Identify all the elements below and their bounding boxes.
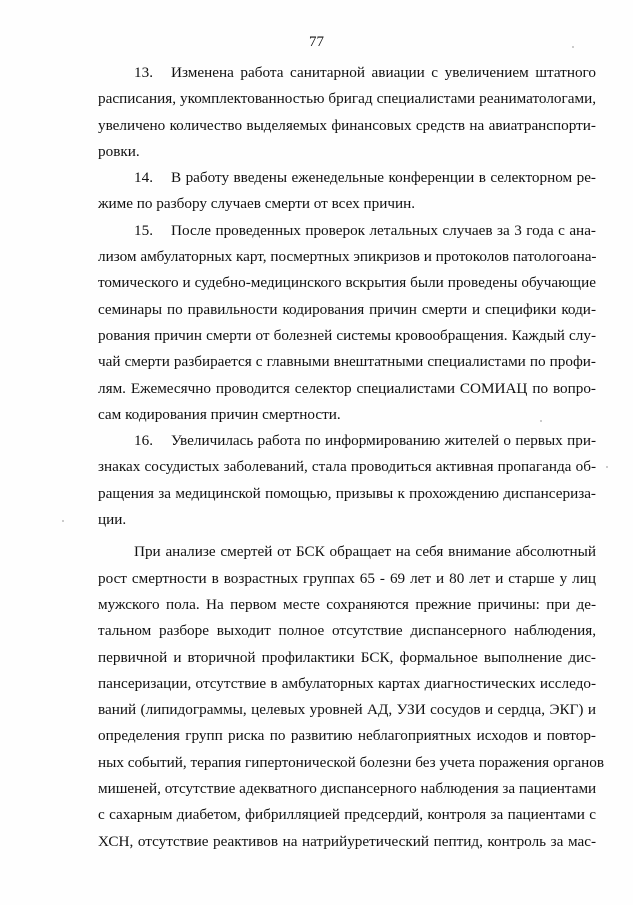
text-line: ваний (липидограммы, целевых уровней АД, УЗИ сосудов и сердца, ЭКГ) и xyxy=(98,701,596,719)
text-line: ции. xyxy=(98,511,127,529)
page-number: 77 xyxy=(309,34,324,50)
text-line: ХСН, отсутствие реактивов на натрийуретический пептид, контроль за мас- xyxy=(98,832,596,850)
item-number: 15. xyxy=(134,221,153,239)
text-line: знаках сосудистых заболеваний, стала проводиться активная пропаганда об- xyxy=(98,458,596,476)
text-line: лизом амбулаторных карт, посмертных эпикризов и протоколов патологоана- xyxy=(98,248,597,266)
scan-speck xyxy=(572,46,574,48)
item-number: 14. xyxy=(134,169,153,187)
body-text xyxy=(98,60,604,855)
text-line: расписания, укомплектованностью бригад специалистами реаниматологами, xyxy=(98,90,596,108)
paragraph-16 xyxy=(98,428,596,533)
text-line: увеличено количество выделяемых финансовых средств на авиатранспорти- xyxy=(98,116,596,134)
text-line: При анализе смертей от БСК обращает на себя внимание абсолютный xyxy=(134,543,596,561)
text-line: семинары по правильности кодирования причин смерти и специфики коди- xyxy=(98,300,596,318)
paragraph-14 xyxy=(98,165,596,218)
item-number: 16. xyxy=(134,432,153,450)
text-line: определения групп риска по развитию неблагоприятных исходов и повтор- xyxy=(98,727,596,745)
paragraph-15 xyxy=(98,218,596,428)
text-line: рования причин смерти от болезней системы кровообращения. Каждый слу- xyxy=(98,326,596,344)
scan-speck xyxy=(540,420,542,422)
scan-speck xyxy=(606,466,608,468)
text-line: первичной и вторичной профилактики БСК, формальное выполнение дис- xyxy=(98,648,596,666)
text-line: 15. После проведенных проверок летальных случаев за 3 года с ана- xyxy=(98,218,596,244)
scan-speck xyxy=(62,520,64,522)
item-number: 13. xyxy=(134,64,153,81)
text-line: томического и судебно-медицинского вскрытия были проведены обучающие xyxy=(98,274,596,292)
paragraph-13 xyxy=(98,60,596,165)
text-line: чай смерти разбирается с главными внештатными специалистами по профи- xyxy=(98,353,596,371)
text-line: тальном разборе выходит полное отсутствие диспансерного наблюдения, xyxy=(98,622,596,640)
text-line: жиме по разбору случаев смерти от всех причин. xyxy=(98,195,416,213)
analysis-paragraph xyxy=(98,539,604,855)
text-line: ровки. xyxy=(98,142,140,160)
text-line: сам кодирования причин смертности. xyxy=(98,405,341,423)
text-line: 13. Изменена работа санитарной авиации с увеличением штатного xyxy=(98,60,596,86)
text-line: мужского пола. На первом месте сохраняются прежние причины: при де- xyxy=(98,595,596,613)
text-line: с сахарным диабетом, фибрилляцией предсердий, контроля за пациентами с xyxy=(98,806,596,824)
text-line: 14. В работу введены еженедельные конференции в селекторном ре- xyxy=(98,165,596,191)
text-line: ных событий, терапия гипертонической болезни без учета поражения органов xyxy=(98,753,604,771)
text-line: мишеней, отсутствие адекватного диспансерного наблюдения за пациентами xyxy=(98,780,597,798)
text-line: лям. Ежемесячно проводится селектор специалистами СОМИАЦ по вопро- xyxy=(98,379,596,397)
text-line: ращения за медицинской помощью, призывы к прохождению диспансериза- xyxy=(98,484,596,502)
text-line: рост смертности в возрастных группах 65 - 69 лет и 80 лет и старше у лиц xyxy=(98,569,596,587)
text-line: пансеризации, отсутствие в амбулаторных картах диагностических исследо- xyxy=(98,674,596,692)
text-line: 16. Увеличилась работа по информированию жителей о первых при- xyxy=(98,428,596,454)
